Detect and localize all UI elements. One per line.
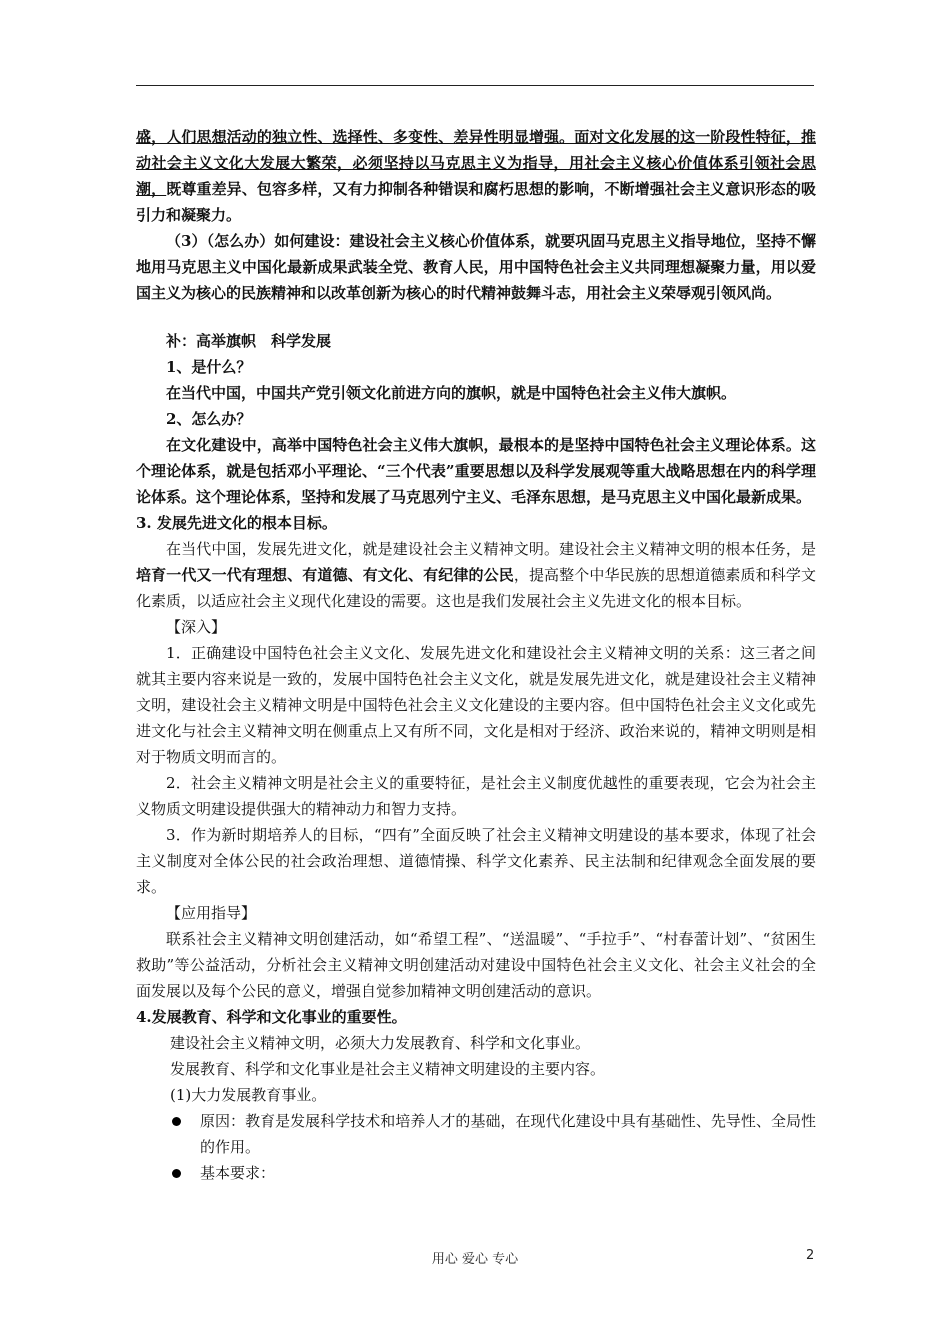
section-4-line-3: (1)大力发展教育事业。 (170, 1086, 327, 1104)
bullet-text: 原因：教育是发展科学技术和培养人才的基础，在现代化建设中具有基础性、先导性、全局性的作用。 (200, 1112, 816, 1156)
underlined-text: 盛，人们思想活动的独立性、选择性、多变性、差异性明显增强。面对文化发展的这一阶段性特征，推动社会主义文化大发展大繁荣，必须坚持以马克思主义为指导，用社会主义核心价值体系引领社会思潮， (136, 128, 816, 198)
apply-paragraph: 联系社会主义精神文明创建活动，如“希望工程”、“送温暖”、“手拉手”、“村春蕾计划”、“贫困生救助”等公益活动，分析社会主义精神文明创建活动对建设中国特色社会主义文化、社会主义社会的全面发展以及每个公民的意义，增强自觉参加精神文明创建活动的意识。 (136, 930, 816, 1000)
paragraph-core-values-intro (136, 124, 816, 228)
paragraph-how-to-build: （3）（怎么办）如何建设：建设社会主义核心价值体系，就要巩固马克思主义指导地位，坚持不懈地用马克思主义中国化最新成果武装全党、教育人民，用中国特色社会主义共同理想凝聚力量，用以爱国主义为核心的民族精神和以改革创新为核心的时代精神鼓舞斗志，用社会主义荣辱观引领风尚。 (136, 232, 816, 302)
paragraph-text: 既尊重差异、包容多样，又有力抑制各种错误和腐朽思想的影响，不断增强社会主义意识形态的吸引力和凝聚力。 (136, 180, 816, 224)
bullet-dot-icon (172, 1117, 181, 1126)
supplement-answer-2: 在文化建设中，高举中国特色社会主义伟大旗帜，最根本的是坚持中国特色社会主义理论体系。这个理论体系，就是包括邓小平理论、“三个代表”重要思想以及科学发展观等重大战略思想在内的科学理论体系。这个理论体系，坚持和发展了马克思列宁主义、毛泽东思想，是马克思主义中国化最新成果。 (136, 436, 816, 506)
section-4-line-2: 发展教育、科学和文化事业是社会主义精神文明建设的主要内容。 (170, 1060, 606, 1078)
header-rule (136, 85, 814, 86)
supplement-question-1: 1、是什么？ (166, 358, 252, 376)
deep-label: 【深入】 (166, 618, 227, 636)
supplement-answer-1: 在当代中国，中国共产党引领文化前进方向的旗帜，就是中国特色社会主义伟大旗帜。 (166, 384, 737, 402)
deep-item-1: 1．正确建设中国特色社会主义文化、发展先进文化和建设社会主义精神文明的关系：这三者之间就其主要内容来说是一致的，发展中国特色社会主义文化，就是发展先进文化，就是建设社会主义精神文明，建设社会主义精神文明是中国特色社会主义文化建设的主要内容。但中国特色社会主义文化或先进文化与社会主义精神文明在侧重点上又有所不同，文化是相对于经济、政治来说的，精神文明则是相对于物质文明而言的。 (136, 644, 816, 766)
deep-item-3: 3．作为新时期培养人的目标，“四有”全面反映了社会主义精神文明建设的基本要求，体现了社会主义制度对全体公民的社会政治理想、道德情操、科学文化素养、民主法制和纪律观念全面发展的要求。 (136, 826, 816, 896)
bold-text: 培育一代又一代有理想、有道德、有文化、有纪律的公民 (136, 566, 514, 584)
bullet-dot-icon (172, 1169, 181, 1178)
apply-label: 【应用指导】 (166, 904, 257, 922)
paragraph-text: ，提高整个中华民族的思想道德素质和科学文化素质，以适应社会主义现代化建设的需要。这也是我们发展社会主义先进文化的根本目标。 (136, 566, 816, 610)
supplement-title: 补：高举旗帜 科学发展 (166, 332, 332, 350)
page-number: 2 (806, 1248, 815, 1263)
document-body (136, 124, 816, 1186)
section-3-paragraph (136, 536, 816, 614)
section-4-line-1: 建设社会主义精神文明，必须大力发展教育、科学和文化事业。 (170, 1034, 591, 1052)
supplement-question-2: 2、怎么办？ (166, 410, 252, 428)
bullet-text: 基本要求： (200, 1164, 276, 1182)
bullet-item (136, 1108, 816, 1160)
spacer (136, 306, 816, 328)
footer-text: 用心 爱心 专心 (431, 1252, 519, 1267)
section-3-heading: 3. 发展先进文化的根本目标。 (136, 514, 337, 532)
deep-item-2: 2．社会主义精神文明是社会主义的重要特征，是社会主义制度优越性的重要表现，它会为社会主义物质文明建设提供强大的精神动力和智力支持。 (136, 774, 816, 818)
section-4-heading: 4.发展教育、科学和文化事业的重要性。 (136, 1008, 407, 1026)
bullet-item (136, 1160, 816, 1186)
paragraph-text: 在当代中国，发展先进文化，就是建设社会主义精神文明。建设社会主义精神文明的根本任务，是 (166, 540, 816, 558)
